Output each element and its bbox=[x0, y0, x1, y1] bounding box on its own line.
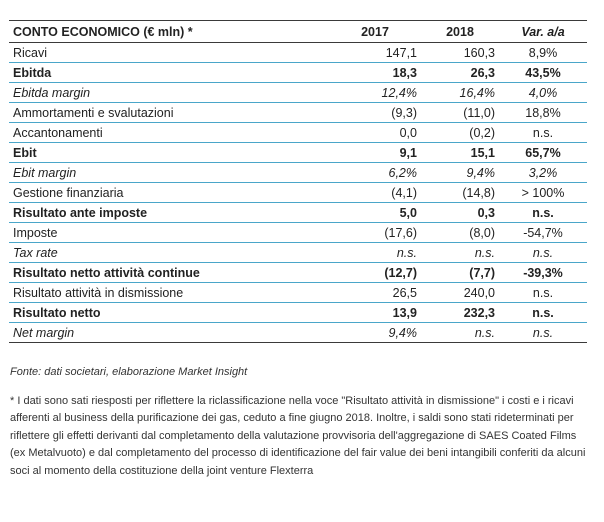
value-2017: 0,0 bbox=[329, 123, 421, 143]
value-2018: 240,0 bbox=[421, 283, 499, 303]
table-row bbox=[9, 303, 587, 323]
value-variation: -54,7% bbox=[499, 223, 587, 243]
table-row bbox=[9, 263, 587, 283]
value-variation: n.s. bbox=[499, 243, 587, 263]
table-row bbox=[9, 43, 587, 63]
header-variation: Var. a/a bbox=[499, 21, 587, 43]
value-2017: 6,2% bbox=[329, 163, 421, 183]
value-2017: 18,3 bbox=[329, 63, 421, 83]
row-label: Ebitda bbox=[9, 63, 329, 83]
value-2018: 16,4% bbox=[421, 83, 499, 103]
header-2018: 2018 bbox=[421, 21, 499, 43]
value-variation: 3,2% bbox=[499, 163, 587, 183]
table-row bbox=[9, 143, 587, 163]
row-label: Ammortamenti e svalutazioni bbox=[9, 103, 329, 123]
value-2018: (0,2) bbox=[421, 123, 499, 143]
row-label: Ebit bbox=[9, 143, 329, 163]
row-label: Risultato ante imposte bbox=[9, 203, 329, 223]
table-row bbox=[9, 183, 587, 203]
value-variation: n.s. bbox=[499, 203, 587, 223]
table-row bbox=[9, 283, 587, 303]
value-2017: (12,7) bbox=[329, 263, 421, 283]
value-2017: 9,1 bbox=[329, 143, 421, 163]
value-variation: 43,5% bbox=[499, 63, 587, 83]
row-label: Net margin bbox=[9, 323, 329, 343]
value-2017: 13,9 bbox=[329, 303, 421, 323]
row-label: Ricavi bbox=[9, 43, 329, 63]
value-2018: 26,3 bbox=[421, 63, 499, 83]
value-variation: 65,7% bbox=[499, 143, 587, 163]
value-2018: (7,7) bbox=[421, 263, 499, 283]
value-2017: (9,3) bbox=[329, 103, 421, 123]
source-note: Fonte: dati societari, elaborazione Market Insight bbox=[10, 366, 248, 378]
table-row bbox=[9, 243, 587, 263]
value-variation: 18,8% bbox=[499, 103, 587, 123]
row-label: Risultato netto attività continue bbox=[9, 263, 329, 283]
table-row bbox=[9, 203, 587, 223]
row-label: Imposte bbox=[9, 223, 329, 243]
value-2018: 9,4% bbox=[421, 163, 499, 183]
income-statement-table bbox=[9, 20, 587, 343]
value-2017: (4,1) bbox=[329, 183, 421, 203]
value-2018: 0,3 bbox=[421, 203, 499, 223]
value-2018: (14,8) bbox=[421, 183, 499, 203]
header-2017: 2017 bbox=[329, 21, 421, 43]
table-row bbox=[9, 323, 587, 343]
table-row bbox=[9, 103, 587, 123]
table-row bbox=[9, 63, 587, 83]
value-variation: 8,9% bbox=[499, 43, 587, 63]
value-2017: 5,0 bbox=[329, 203, 421, 223]
value-2017: (17,6) bbox=[329, 223, 421, 243]
value-2017: 12,4% bbox=[329, 83, 421, 103]
table-header-row bbox=[9, 21, 587, 43]
value-2017: 26,5 bbox=[329, 283, 421, 303]
value-2017: n.s. bbox=[329, 243, 421, 263]
table-row bbox=[9, 223, 587, 243]
value-variation: > 100% bbox=[499, 183, 587, 203]
row-label: Risultato netto bbox=[9, 303, 329, 323]
row-label: Gestione finanziaria bbox=[9, 183, 329, 203]
row-label: Tax rate bbox=[9, 243, 329, 263]
value-2018: (8,0) bbox=[421, 223, 499, 243]
value-2018: 232,3 bbox=[421, 303, 499, 323]
row-label: Accantonamenti bbox=[9, 123, 329, 143]
table-row bbox=[9, 123, 587, 143]
value-2018: n.s. bbox=[421, 243, 499, 263]
footnote: * I dati sono sati riesposti per riflettere la riclassificazione nella voce "Risultato attività in dismissione" i costi e i ricavi afferenti al business della purificazione dei gas, ceduto a fine giugno 2018. Inoltre, i saldi sono stati rideterminati per riflettere gli effetti derivanti dal completamento della valutazione provvisoria dell'aggregazione di SAES Coated Films (ex Metalvuoto) e dal completamento del processo di identificazione del fair value dei beni intangibili conferiti da alcuni soci al momento della costituzione della joint venture Flexterra bbox=[10, 395, 586, 477]
table-row bbox=[9, 83, 587, 103]
value-variation: 4,0% bbox=[499, 83, 587, 103]
value-2017: 147,1 bbox=[329, 43, 421, 63]
value-variation: n.s. bbox=[499, 303, 587, 323]
row-label: Risultato attività in dismissione bbox=[9, 283, 329, 303]
value-2018: 160,3 bbox=[421, 43, 499, 63]
row-label: Ebitda margin bbox=[9, 83, 329, 103]
value-variation: -39,3% bbox=[499, 263, 587, 283]
header-label: CONTO ECONOMICO (€ mln) * bbox=[9, 21, 329, 43]
value-variation: n.s. bbox=[499, 123, 587, 143]
row-label: Ebit margin bbox=[9, 163, 329, 183]
value-variation: n.s. bbox=[499, 323, 587, 343]
value-variation: n.s. bbox=[499, 283, 587, 303]
value-2017: 9,4% bbox=[329, 323, 421, 343]
table-row bbox=[9, 163, 587, 183]
value-2018: n.s. bbox=[421, 323, 499, 343]
value-2018: (11,0) bbox=[421, 103, 499, 123]
value-2018: 15,1 bbox=[421, 143, 499, 163]
